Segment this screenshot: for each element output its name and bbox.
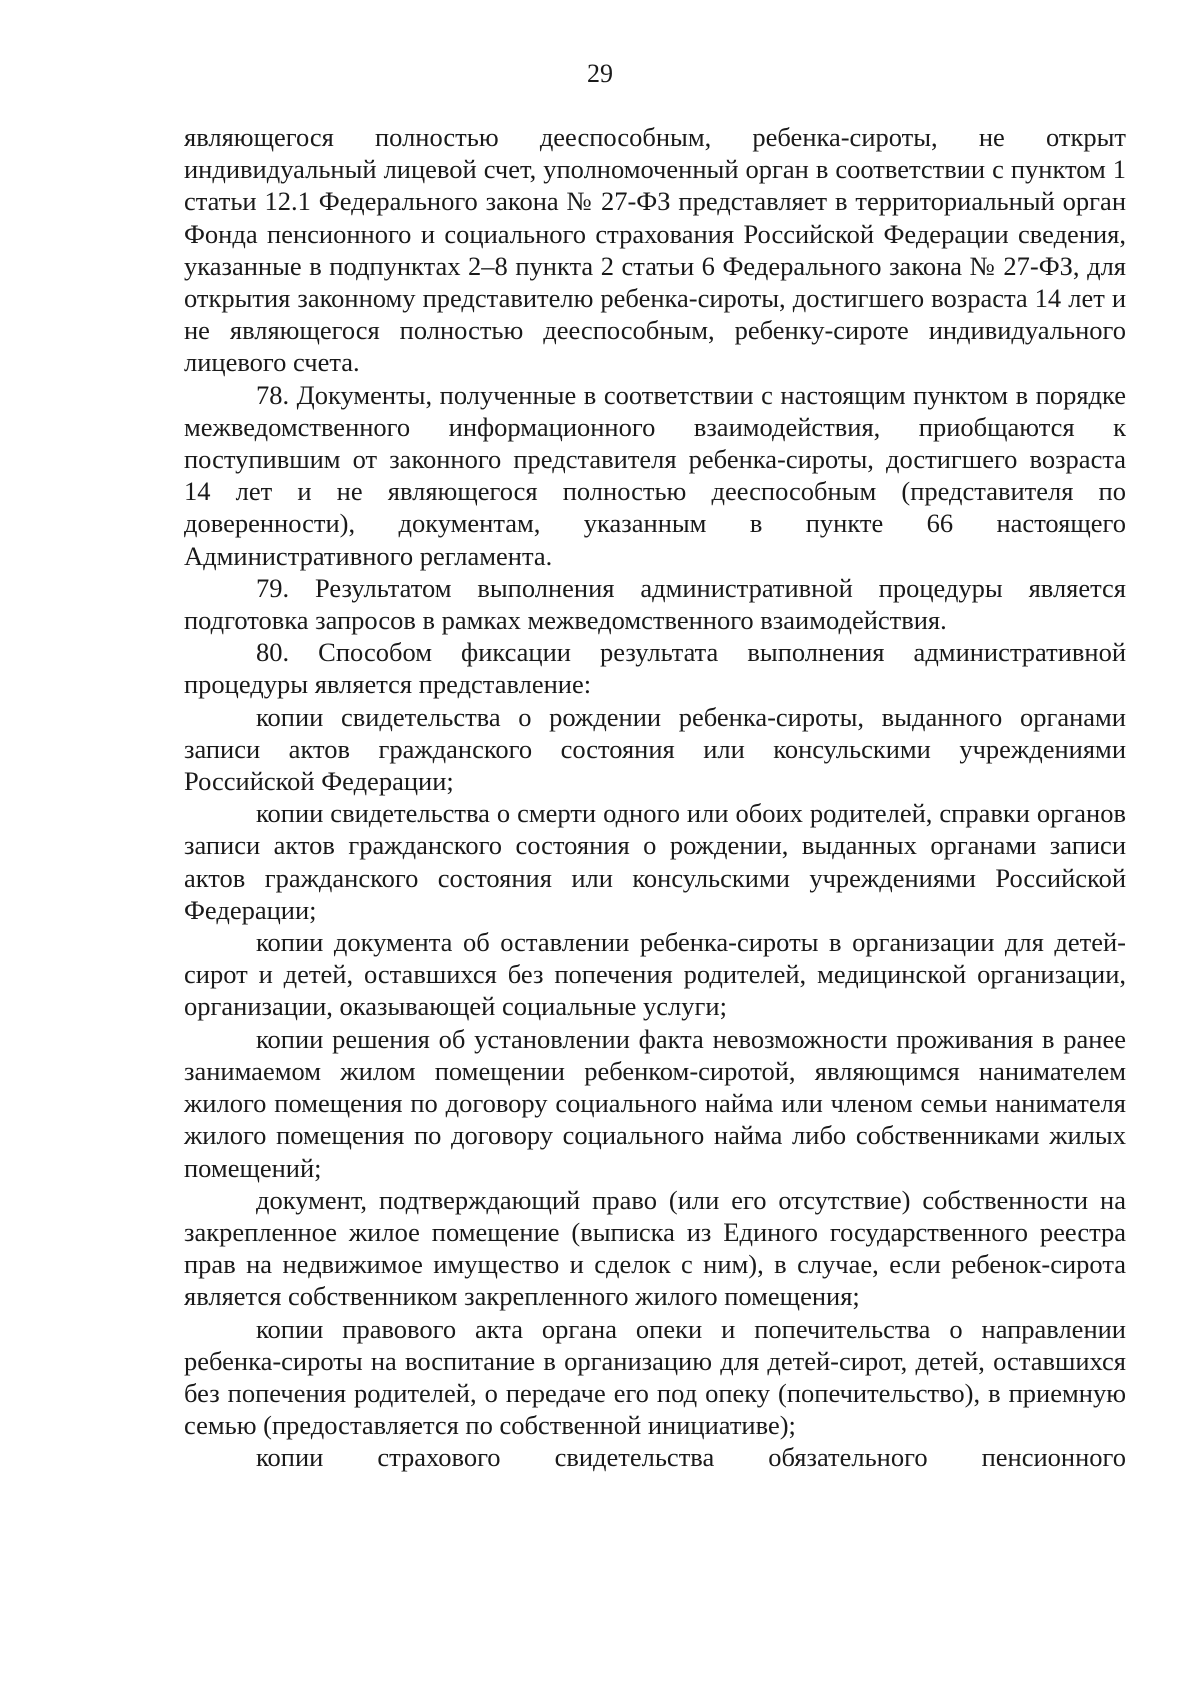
list-item-residence-decision: копии решения об установлении факта невозможности проживания в ранее занимаемом жилом помещении ребенком-сиротой, являющимся нанимателем жилого помещения по договору социального найма или членом семьи нанимателя жилого помещения по договору социального найма либо собственниками жилых помещений; [184, 1023, 1126, 1183]
paragraph-79: 79. Результатом выполнения административной процедуры является подготовка запросов в рамках межведомственного взаимодействия. [184, 572, 1126, 636]
paragraph-80: 80. Способом фиксации результата выполнения административной процедуры является представление: [184, 637, 1126, 700]
list-item-birth-certificate: копии свидетельства о рождении ребенка-сироты, выданного органами записи актов гражданского состояния или консульскими учреждениями Российской Федерации; [184, 701, 1126, 797]
list-item-guardianship-act: копии правового акта органа опеки и попечительства о направлении ребенка-сироты на воспитание в организацию для детей-сирот, детей, оставшихся без попечения родителей, о передаче его под опеку (попечительство), в приемную семью (предоставляется по собственной инициативе); [184, 1313, 1126, 1441]
page-number: 29 [587, 59, 613, 88]
paragraph-78: 78. Документы, полученные в соответствии с настоящим пунктом в порядке межведомственного информационного взаимодействия, приобщаются к поступившим от законного представителя ребенка-сироты, достигшего возраста 14 лет и не являющегося полностью дееспособным (представителя по доверенности), документам, указанным в пункте 66 настоящего Административного регламента. [184, 379, 1126, 571]
list-item-insurance-certificate: копии страхового свидетельства обязательного пенсионного [256, 1442, 1126, 1473]
list-item-ownership-document: документ, подтверждающий право (или его отсутствие) собственности на закрепленное жилое помещение (выписка из Единого государственного реестра прав на недвижимое имущество и сделок с ним), в случае, если ребенок-сирота является собственником закрепленного жилого помещения; [184, 1184, 1126, 1312]
list-item-death-certificate: копии свидетельства о смерти одного или обоих родителей, справки органов записи актов гражданского состояния о рождении, выданных органами записи актов гражданского состояния или консульскими учреждениями Российской Федерации; [184, 798, 1126, 925]
list-item-abandonment-document: копии документа об оставлении ребенка-сироты в организации для детей-сирот и детей, оставшихся без попечения родителей, медицинской организации, организации, оказывающей социальные услуги; [184, 927, 1126, 1022]
document-body [184, 121, 1126, 1474]
paragraph-continuation: являющегося полностью дееспособным, ребенка-сироты, не открыт индивидуальный лицевой счет, уполномоченный орган в соответствии с пунктом 1 статьи 12.1 Федерального закона № 27-ФЗ представляет в территориальный орган Фонда пенсионного и социального страхования Российской Федерации сведения, указанные в подпунктах 2–8 пункта 2 статьи 6 Федерального закона № 27-ФЗ, для открытия законному представителю ребенка-сироты, достигшего возраста 14 лет и не являющегося полностью дееспособным, ребенку-сироте индивидуального лицевого счета. [184, 122, 1126, 378]
